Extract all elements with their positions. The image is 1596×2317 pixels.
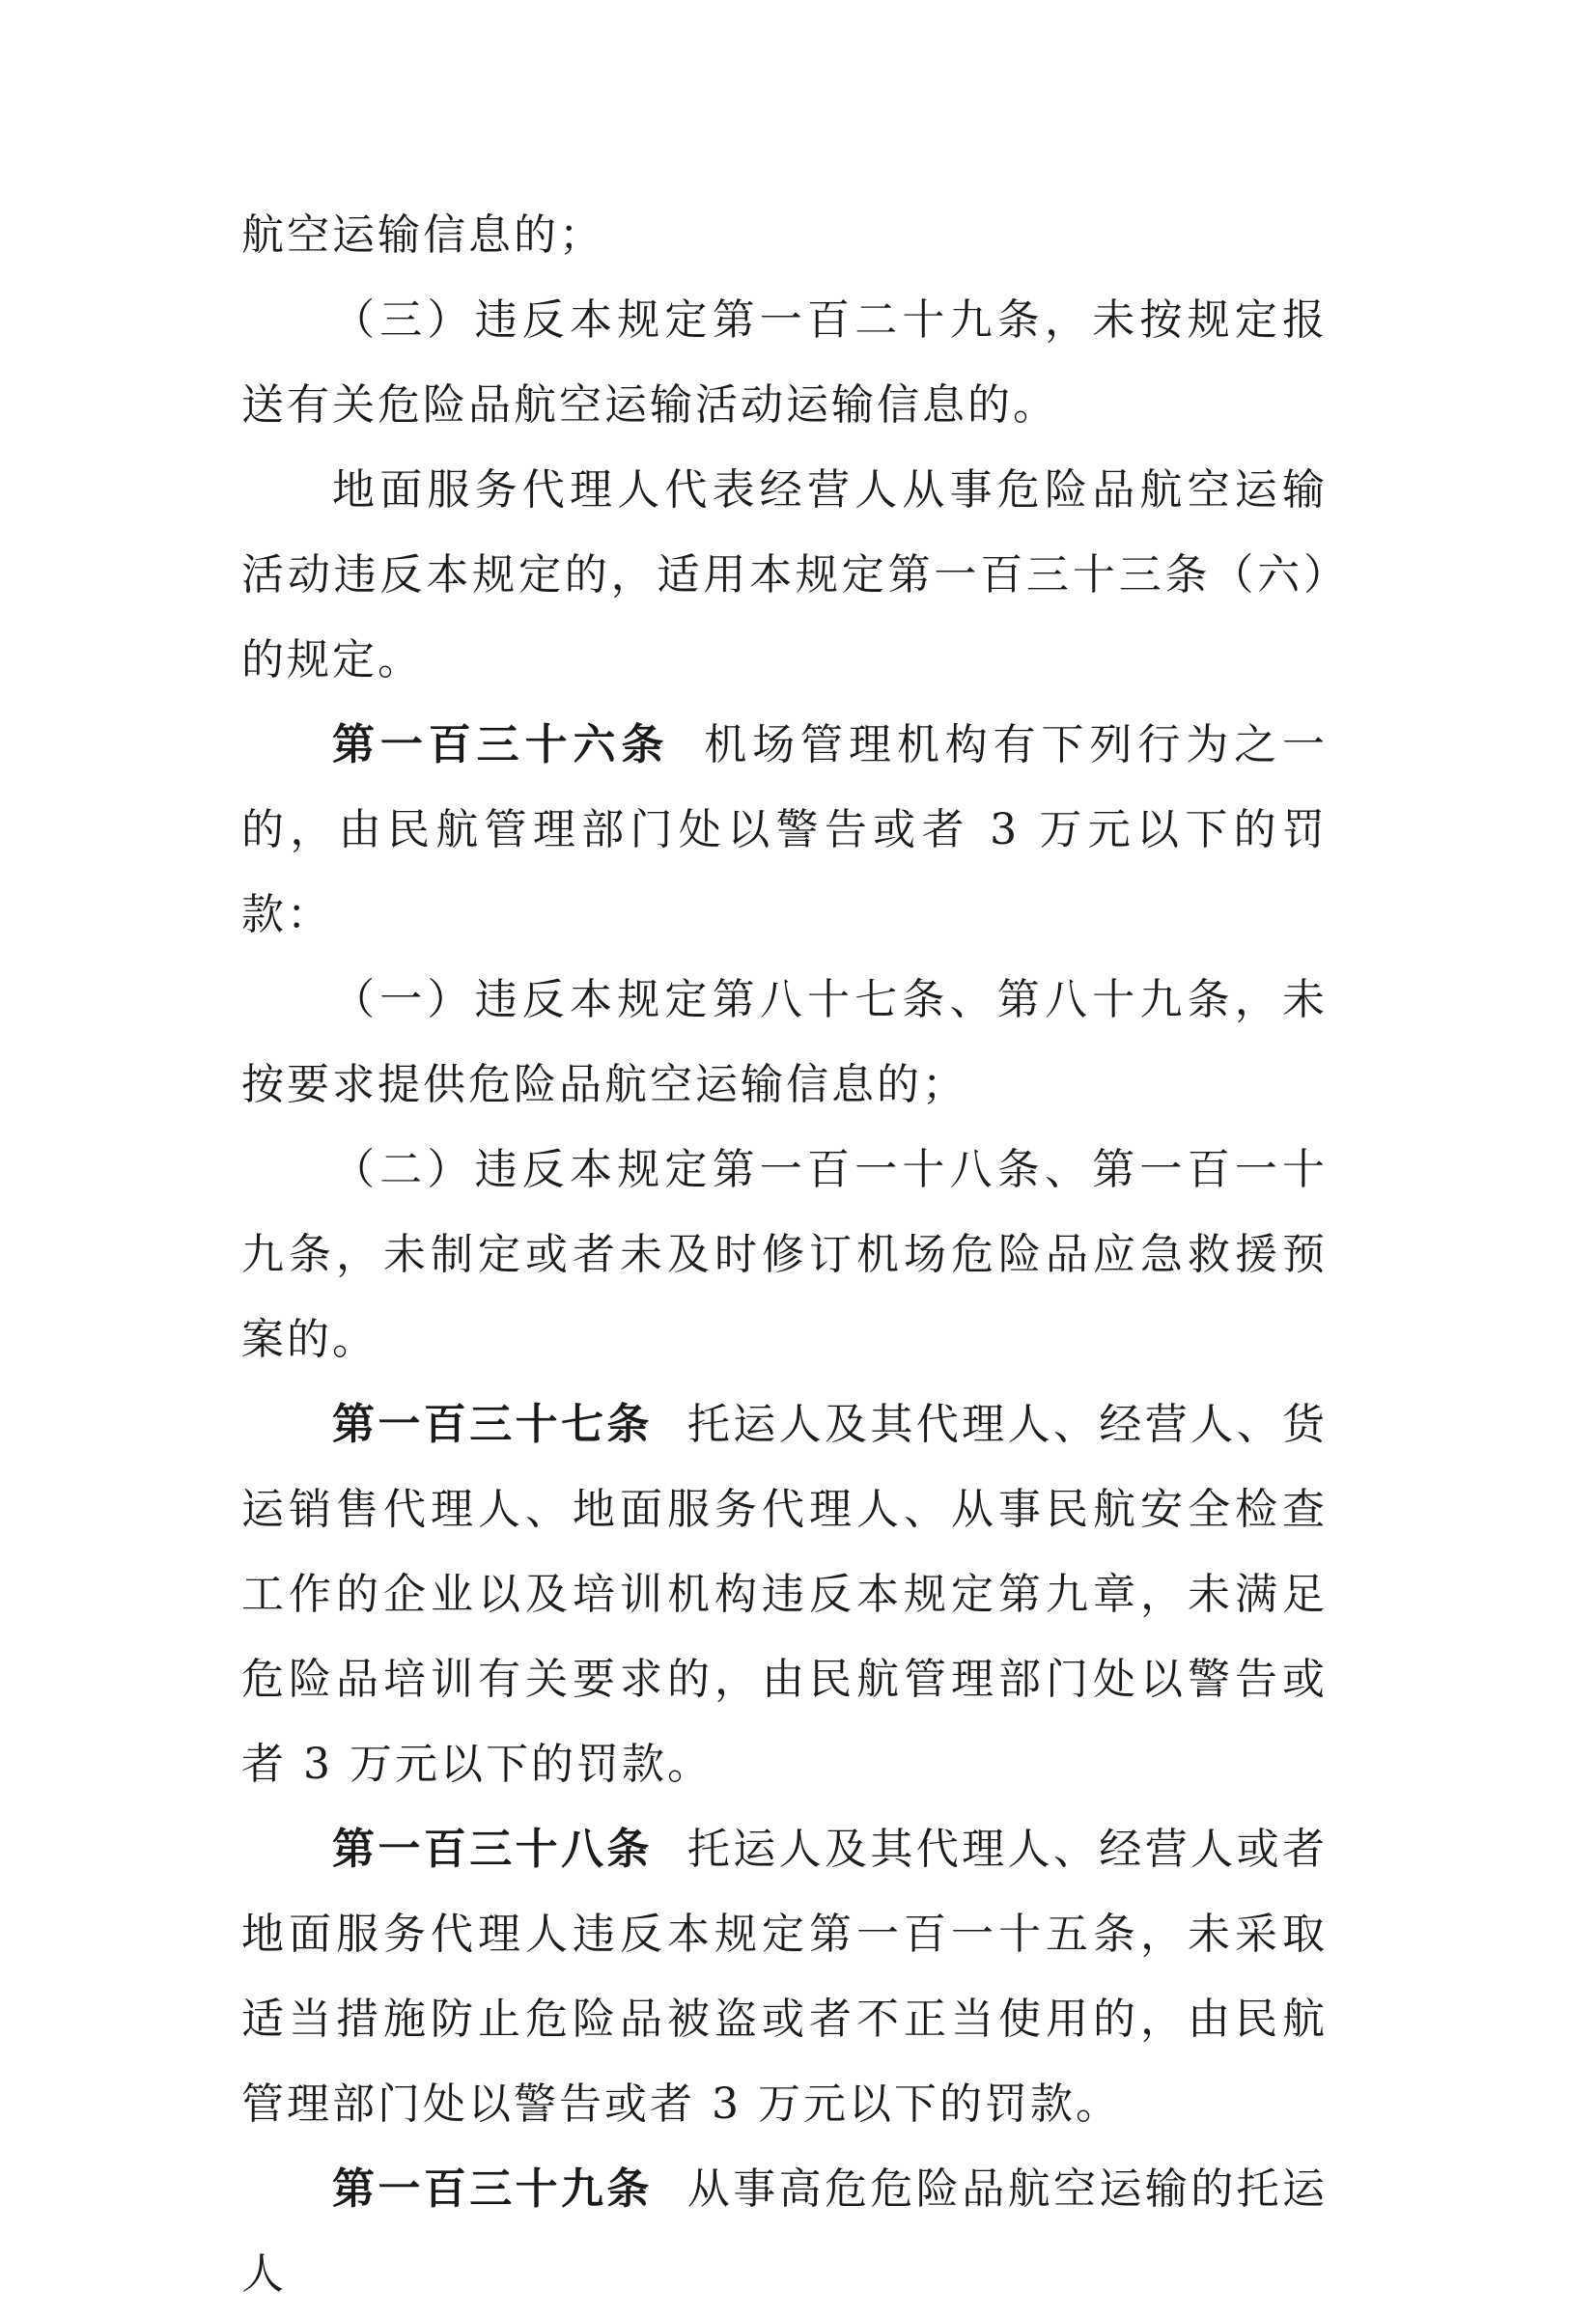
- article-137: [241, 1382, 1328, 1807]
- article-138: [241, 1807, 1328, 2147]
- article-title: 第一百三十九条: [332, 2164, 653, 2214]
- paragraph-6: [241, 1128, 1328, 1382]
- paragraph-2: [241, 278, 1328, 448]
- paragraph-text: （三）违反本规定第一百二十九条，未按规定报送有关危险品航空运输活动运输信息的。: [241, 295, 1328, 430]
- article-title: 第一百三十七条: [332, 1400, 653, 1449]
- paragraph-1: [241, 193, 1328, 278]
- paragraph-text: 航空运输信息的；: [241, 210, 604, 260]
- paragraph-text: （二）违反本规定第一百一十八条、第一百一十九条，未制定或者未及时修订机场危险品应急救援预案的。: [241, 1145, 1328, 1364]
- paragraph-text: 托运人及其代理人、经营人、货运销售代理人、地面服务代理人、从事民航安全检查工作的企业以及培训机构违反本规定第九章，未满足危险品培训有关要求的，由民航管理部门处以警告或者 3 万元以下的罚款。: [241, 1400, 1329, 1789]
- article-139: [241, 2147, 1328, 2317]
- paragraph-text: 地面服务代理人代表经营人从事危险品航空运输活动违反本规定的，适用本规定第一百三十三条（六）的规定。: [241, 465, 1328, 684]
- paragraph-text: 托运人及其代理人、经营人或者地面服务代理人违反本规定第一百一十五条，未采取适当措施防止危险品被盗或者不正当使用的，由民航管理部门处以警告或者 3 万元以下的罚款。: [241, 1825, 1329, 2129]
- paragraph-text: 机场管理机构有下列行为之一的，由民航管理部门处以警告或者 3 万元以下的罚款：: [241, 720, 1329, 939]
- paragraph-3: [241, 448, 1328, 703]
- document-body: [241, 193, 1328, 2317]
- paragraph-text: （一）违反本规定第八十七条、第八十九条，未按要求提供危险品航空运输信息的；: [241, 975, 1328, 1109]
- article-136: [241, 703, 1328, 958]
- article-title: 第一百三十六条: [332, 720, 670, 769]
- paragraph-5: [241, 958, 1328, 1128]
- article-title: 第一百三十八条: [332, 1825, 653, 1874]
- paragraph-text: 从事高危危险品航空运输的托运人: [241, 2164, 1329, 2299]
